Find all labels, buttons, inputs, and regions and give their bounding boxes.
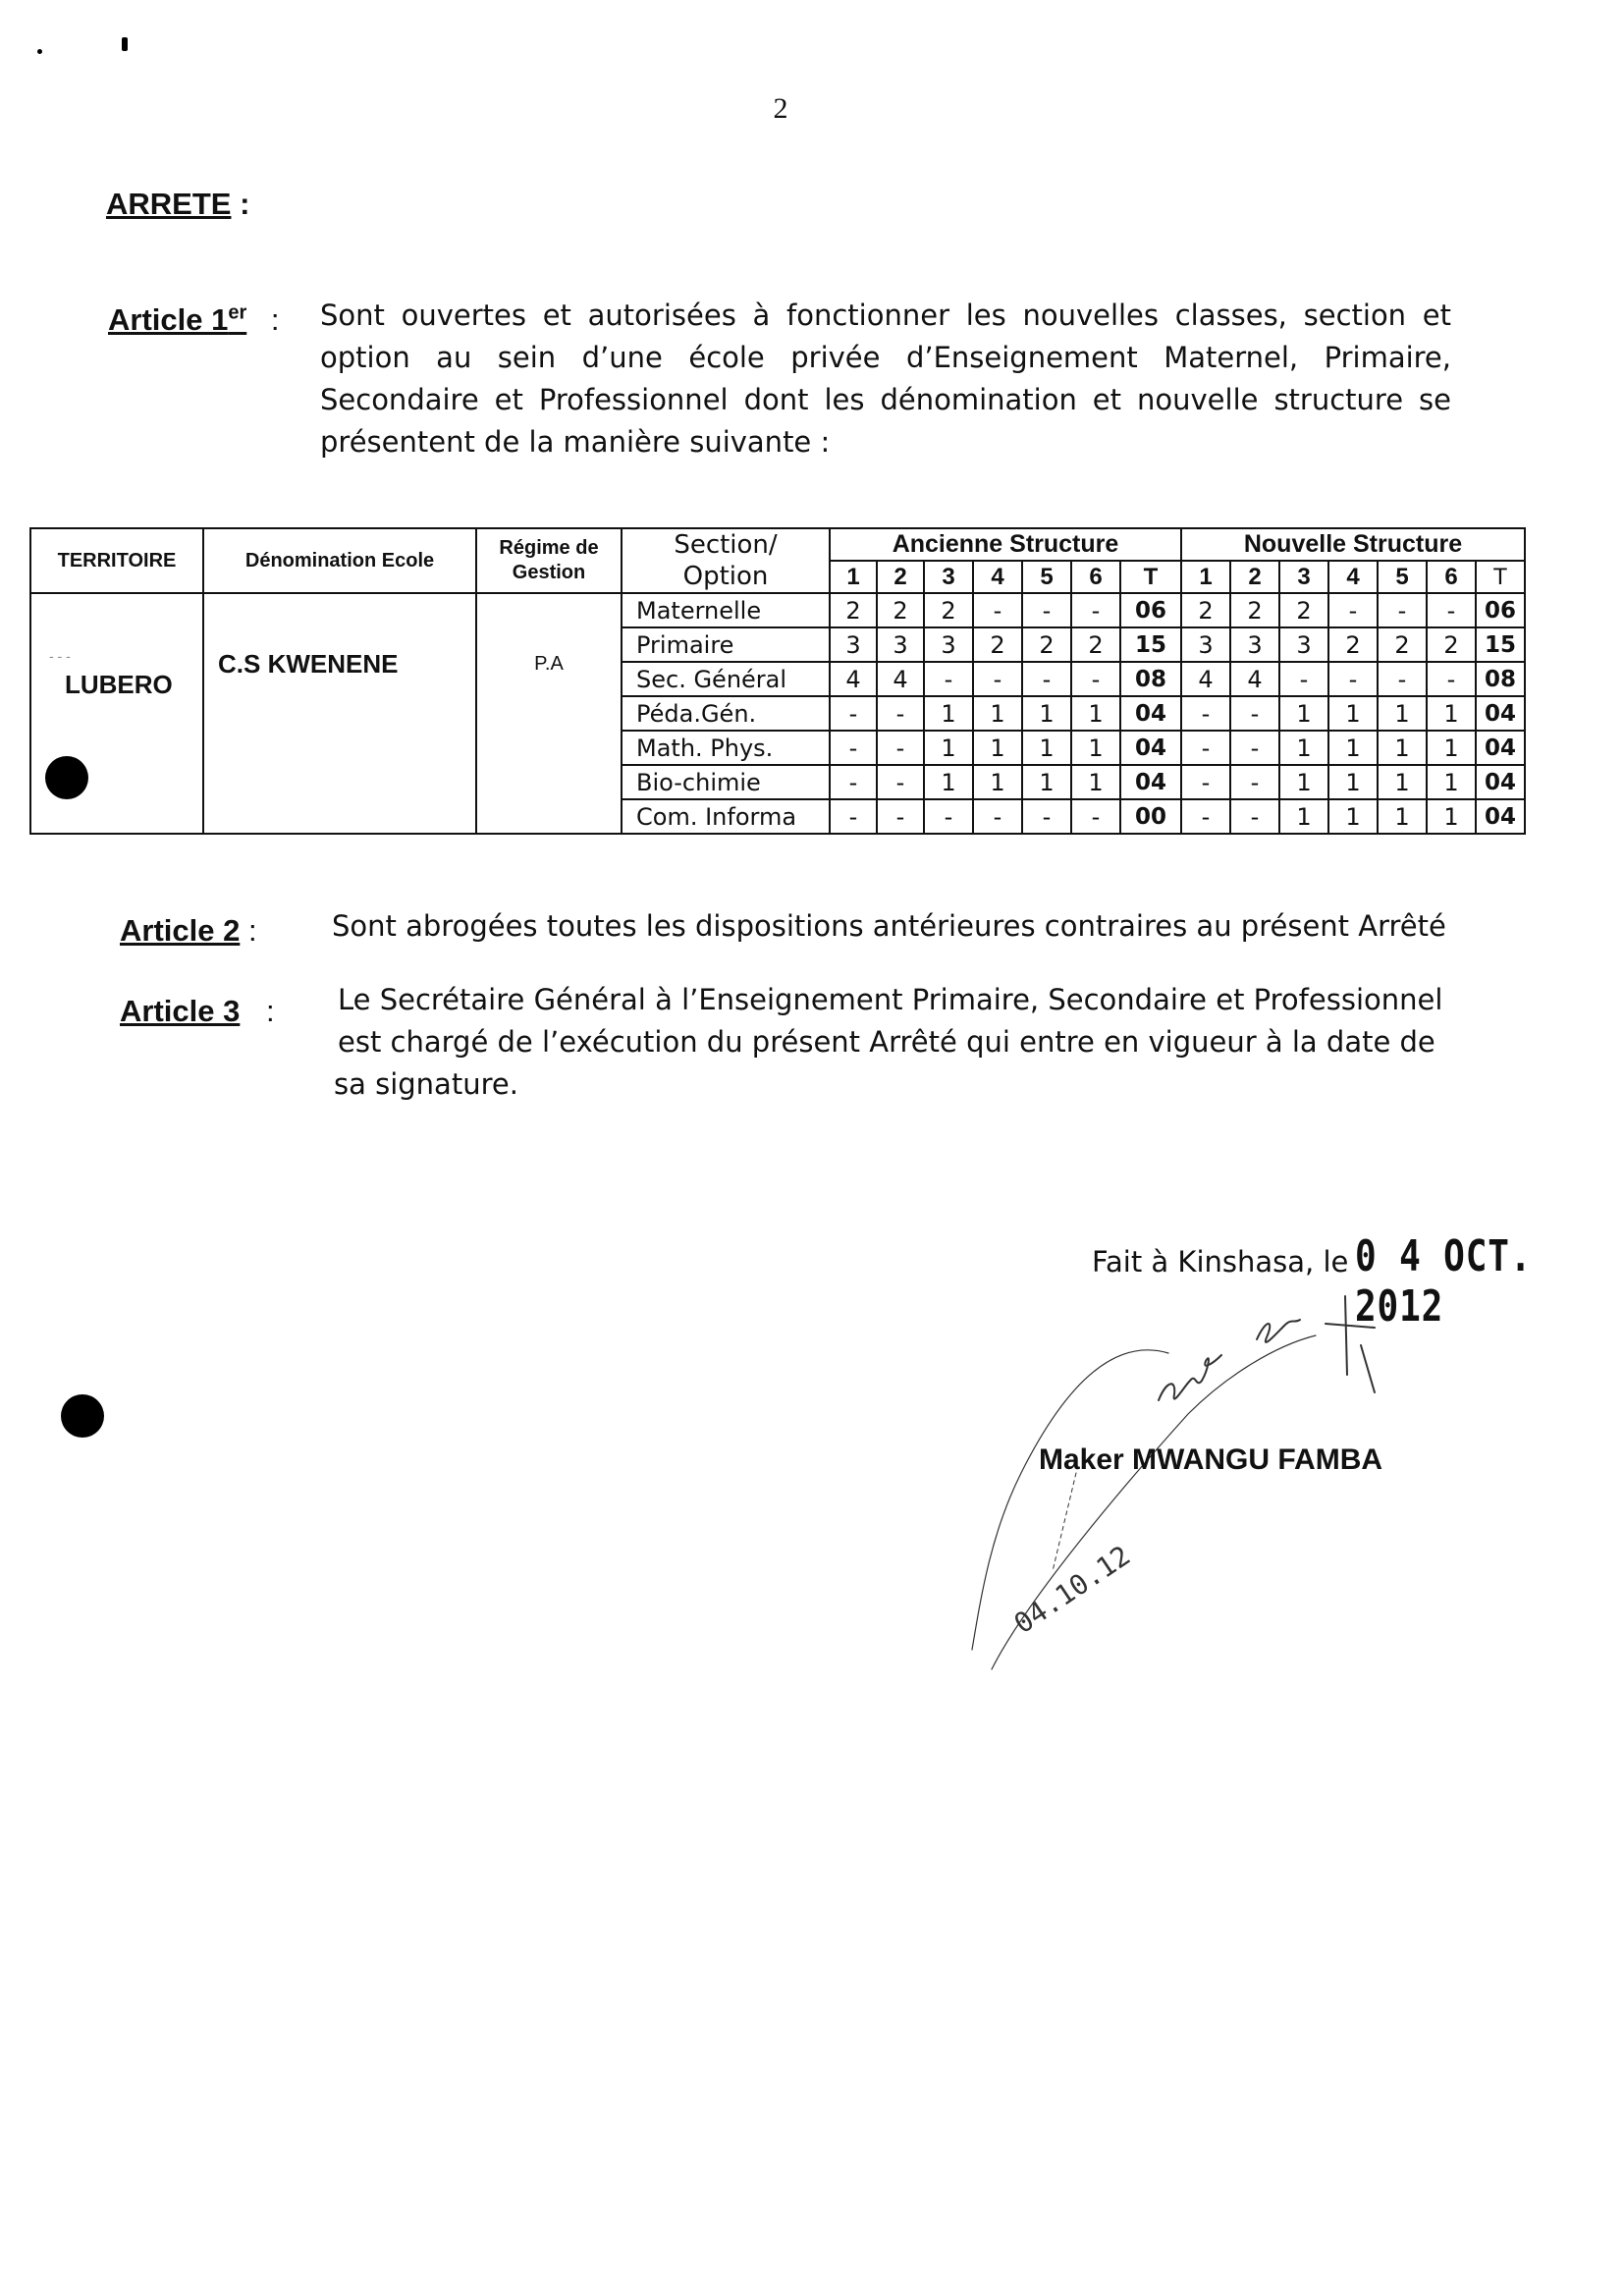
structure-table <box>29 527 1526 835</box>
cell-nouvelle-year: 2 <box>1279 593 1328 627</box>
article-1-line: option au sein d’une école privée d’Enseignement Maternel, Primaire, <box>320 341 1451 374</box>
article-3-title: Article 3 <box>120 994 241 1028</box>
cell-ancienne-year: 1 <box>973 696 1022 731</box>
cell-nouvelle-year: 4 <box>1230 662 1279 696</box>
header-territoire: TERRITOIRE <box>30 528 203 593</box>
cell-option: Com. Informa <box>622 799 830 834</box>
cell-ancienne-year: - <box>973 593 1022 627</box>
cell-ancienne-total: 04 <box>1120 696 1181 731</box>
cell-nouvelle-total: 04 <box>1476 765 1525 799</box>
cell-ancienne-year: - <box>877 696 924 731</box>
territoire-value: LUBERO <box>65 669 173 699</box>
cell-ancienne-year: - <box>1071 662 1120 696</box>
table-header-row <box>30 528 1525 561</box>
cell-ancienne-year: - <box>830 799 877 834</box>
article-1-title: Article 1 <box>108 302 229 338</box>
cell-nouvelle-year: 1 <box>1378 765 1427 799</box>
cell-ancienne-year: 2 <box>1071 627 1120 662</box>
cell-nouvelle-year: 1 <box>1328 765 1378 799</box>
cell-ancienne-total: 15 <box>1120 627 1181 662</box>
signer-name: Maker MWANGU FAMBA <box>1039 1443 1383 1476</box>
cell-ancienne-year: - <box>924 799 973 834</box>
cell-ancienne-year: 2 <box>877 593 924 627</box>
cell-nouvelle-year: 3 <box>1230 627 1279 662</box>
cell-ancienne-year: 3 <box>877 627 924 662</box>
header-regime <box>476 528 622 593</box>
cell-ancienne-year: - <box>1022 662 1071 696</box>
cell-nouvelle-year: - <box>1378 662 1427 696</box>
article-1-label <box>108 302 280 338</box>
scan-speck <box>37 49 42 54</box>
cell-nouvelle-year: 1 <box>1279 765 1328 799</box>
header-denomination: Dénomination Ecole <box>203 528 476 593</box>
header-nouvelle-col: 2 <box>1230 561 1279 593</box>
page-number: 2 <box>773 92 788 125</box>
cell-nouvelle-year: 1 <box>1378 731 1427 765</box>
header-nouvelle-structure: Nouvelle Structure <box>1181 528 1525 561</box>
article-1-line: présentent de la manière suivante : <box>320 425 831 459</box>
cell-nouvelle-year: 2 <box>1230 593 1279 627</box>
cell-ancienne-year: - <box>830 696 877 731</box>
article-1-line: Sont ouvertes et autorisées à fonctionner les nouvelles classes, section et <box>320 299 1451 332</box>
cell-ancienne-total: 04 <box>1120 731 1181 765</box>
cell-nouvelle-year: 3 <box>1181 627 1230 662</box>
header-nouvelle-col: 4 <box>1328 561 1378 593</box>
cell-nouvelle-year: - <box>1230 696 1279 731</box>
cell-nouvelle-year: 1 <box>1279 731 1328 765</box>
cell-nouvelle-total: 04 <box>1476 696 1525 731</box>
cell-nouvelle-year: 2 <box>1427 627 1476 662</box>
cell-ancienne-year: 1 <box>924 696 973 731</box>
cell-ancienne-year: 1 <box>1022 696 1071 731</box>
cell-ancienne-year: - <box>830 765 877 799</box>
article-3-text <box>334 979 1487 1106</box>
cell-nouvelle-year: - <box>1181 731 1230 765</box>
cell-nouvelle-year: 1 <box>1328 799 1378 834</box>
handwritten-note: 04.10.12 <box>1007 1539 1137 1641</box>
article-2-label <box>120 913 257 949</box>
header-nouvelle-col: 3 <box>1279 561 1328 593</box>
header-nouvelle-col: T <box>1476 561 1525 593</box>
cell-nouvelle-year: - <box>1181 765 1230 799</box>
cell-nouvelle-total: 04 <box>1476 799 1525 834</box>
header-ancienne-col: 6 <box>1071 561 1120 593</box>
cell-nouvelle-year: - <box>1230 799 1279 834</box>
cell-nouvelle-year: 1 <box>1427 799 1476 834</box>
scan-speck <box>122 37 128 51</box>
cell-nouvelle-total: 08 <box>1476 662 1525 696</box>
stamp-date: 0 4 OCT. 2012 <box>1355 1231 1533 1332</box>
cell-ancienne-year: 3 <box>924 627 973 662</box>
cell-regime: P.A <box>476 593 622 834</box>
cell-nouvelle-year: - <box>1427 593 1476 627</box>
cell-ancienne-year: - <box>830 731 877 765</box>
cell-nouvelle-year: 2 <box>1181 593 1230 627</box>
cell-nouvelle-year: - <box>1230 731 1279 765</box>
arrete-heading <box>106 187 249 222</box>
header-ancienne-col: 1 <box>830 561 877 593</box>
cell-ancienne-year: - <box>924 662 973 696</box>
header-ancienne-col: 3 <box>924 561 973 593</box>
cell-ancienne-year: 1 <box>1071 696 1120 731</box>
cell-nouvelle-year: 1 <box>1279 799 1328 834</box>
cell-ancienne-year: - <box>1071 593 1120 627</box>
cell-nouvelle-year: 2 <box>1328 627 1378 662</box>
cell-ancienne-year: - <box>973 799 1022 834</box>
article-3-label <box>120 994 275 1029</box>
cell-ancienne-total: 00 <box>1120 799 1181 834</box>
table-row <box>30 593 1525 627</box>
cell-ancienne-total: 08 <box>1120 662 1181 696</box>
punch-hole-dot <box>61 1394 104 1438</box>
cell-nouvelle-year: - <box>1328 593 1378 627</box>
header-nouvelle-col: 5 <box>1378 561 1427 593</box>
cell-nouvelle-year: 1 <box>1427 696 1476 731</box>
header-regime-line2: Gestion <box>512 562 586 583</box>
article-3-line: sa signature. <box>334 1067 518 1101</box>
article-1-line: Secondaire et Professionnel dont les dénomination et nouvelle structure se <box>320 383 1451 416</box>
cell-option: Bio-chimie <box>622 765 830 799</box>
cell-nouvelle-total: 06 <box>1476 593 1525 627</box>
cell-nouvelle-year: 1 <box>1328 731 1378 765</box>
cell-option: Math. Phys. <box>622 731 830 765</box>
cell-nouvelle-year: 1 <box>1378 696 1427 731</box>
cell-ancienne-year: - <box>973 662 1022 696</box>
header-ancienne-col: 5 <box>1022 561 1071 593</box>
article-1-text <box>320 295 1451 463</box>
cell-ancienne-year: - <box>877 799 924 834</box>
cell-ancienne-year: 1 <box>973 765 1022 799</box>
punch-hole-dot <box>45 756 88 799</box>
cell-ancienne-year: - <box>1022 799 1071 834</box>
cell-territoire <box>30 593 203 834</box>
signature-scribble <box>962 1277 1414 1728</box>
arrete-colon: : <box>240 187 250 221</box>
cell-nouvelle-year: 4 <box>1181 662 1230 696</box>
article-1-sup: er <box>228 302 247 324</box>
cell-nouvelle-year: - <box>1328 662 1378 696</box>
header-section <box>622 528 830 593</box>
cell-ancienne-year: 1 <box>924 765 973 799</box>
cell-ancienne-year: 1 <box>1022 731 1071 765</box>
header-ancienne-col: 2 <box>877 561 924 593</box>
cell-nouvelle-year: 1 <box>1427 731 1476 765</box>
cell-nouvelle-year: - <box>1279 662 1328 696</box>
cell-ancienne-year: - <box>877 765 924 799</box>
header-nouvelle-col: 6 <box>1427 561 1476 593</box>
cell-ecole: C.S KWENENE <box>203 593 476 834</box>
cell-nouvelle-year: 1 <box>1328 696 1378 731</box>
cell-ancienne-year: 3 <box>830 627 877 662</box>
cell-ancienne-year: 2 <box>924 593 973 627</box>
cell-ancienne-year: 4 <box>877 662 924 696</box>
header-section-line2: Option <box>682 562 769 591</box>
article-2-title: Article 2 <box>120 913 241 948</box>
cell-ancienne-year: - <box>1022 593 1071 627</box>
cell-nouvelle-total: 15 <box>1476 627 1525 662</box>
article-3-colon: : <box>265 994 275 1028</box>
article-3-line: est chargé de l’exécution du présent Arrêté qui entre en vigueur à la date de <box>338 1025 1435 1059</box>
cell-nouvelle-year: 1 <box>1378 799 1427 834</box>
article-2-colon: : <box>247 913 257 948</box>
cell-ancienne-year: - <box>1071 799 1120 834</box>
header-ancienne-col: T <box>1120 561 1181 593</box>
cell-option: Primaire <box>622 627 830 662</box>
header-ancienne-col: 4 <box>973 561 1022 593</box>
header-ancienne-structure: Ancienne Structure <box>830 528 1181 561</box>
cell-nouvelle-year: 3 <box>1279 627 1328 662</box>
territoire-mark: - - - <box>49 647 71 664</box>
cell-option: Péda.Gén. <box>622 696 830 731</box>
cell-option: Maternelle <box>622 593 830 627</box>
cell-nouvelle-total: 04 <box>1476 731 1525 765</box>
cell-nouvelle-year: 1 <box>1279 696 1328 731</box>
fait-a-kinshasa: Fait à Kinshasa, le <box>1092 1245 1349 1279</box>
cell-ancienne-year: 1 <box>1071 765 1120 799</box>
cell-nouvelle-year: 2 <box>1378 627 1427 662</box>
cell-ancienne-year: 1 <box>973 731 1022 765</box>
cell-nouvelle-year: - <box>1181 696 1230 731</box>
cell-nouvelle-year: - <box>1427 662 1476 696</box>
cell-nouvelle-year: - <box>1181 799 1230 834</box>
cell-nouvelle-year: - <box>1378 593 1427 627</box>
article-1-colon: : <box>270 302 280 338</box>
cell-ancienne-total: 06 <box>1120 593 1181 627</box>
cell-nouvelle-year: - <box>1230 765 1279 799</box>
arrete-title: ARRETE <box>106 187 232 221</box>
cell-ancienne-year: 2 <box>973 627 1022 662</box>
cell-ancienne-total: 04 <box>1120 765 1181 799</box>
cell-ancienne-year: - <box>877 731 924 765</box>
article-3-line: Le Secrétaire Général à l’Enseignement Primaire, Secondaire et Professionnel <box>338 983 1443 1016</box>
cell-option: Sec. Général <box>622 662 830 696</box>
cell-ancienne-year: 4 <box>830 662 877 696</box>
cell-ancienne-year: 2 <box>830 593 877 627</box>
cell-ancienne-year: 1 <box>1022 765 1071 799</box>
cell-ancienne-year: 2 <box>1022 627 1071 662</box>
header-section-line1: Section/ <box>674 530 778 560</box>
header-nouvelle-col: 1 <box>1181 561 1230 593</box>
header-regime-line1: Régime de <box>499 537 599 559</box>
cell-ancienne-year: 1 <box>1071 731 1120 765</box>
article-2-text: Sont abrogées toutes les dispositions antérieures contraires au présent Arrêté <box>332 909 1446 943</box>
cell-ancienne-year: 1 <box>924 731 973 765</box>
cell-nouvelle-year: 1 <box>1427 765 1476 799</box>
